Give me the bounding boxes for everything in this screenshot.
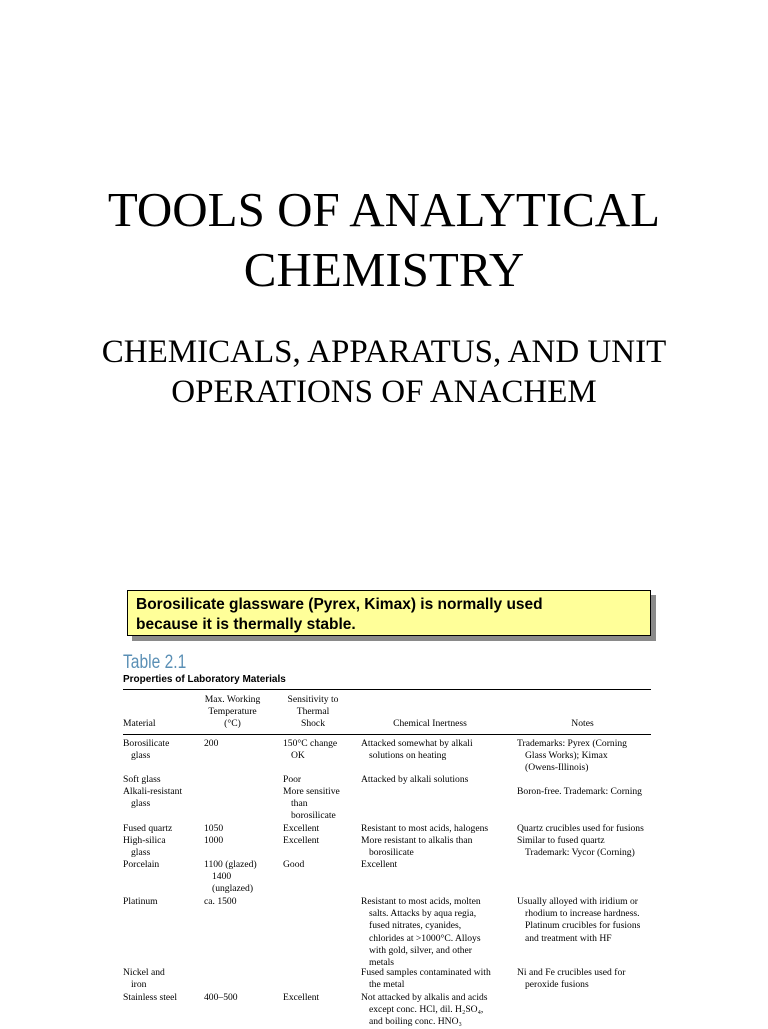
cell-chemical-inertness: [361, 823, 488, 835]
cell-line: borosilicate: [291, 810, 336, 822]
callout-line-2: because it is thermally stable.: [136, 616, 356, 633]
header-thermal-shock: [278, 694, 348, 731]
cell-line: 1100 (glazed): [204, 859, 257, 870]
header-material: Material: [123, 718, 156, 729]
cell-line: Stainless steel: [123, 992, 178, 1003]
subtitle-line-1: CHEMICALS, APPARATUS, AND UNIT: [101, 334, 667, 370]
cell-line: Usually alloyed with iridium or: [517, 896, 638, 907]
cell-line: Excellent: [361, 859, 398, 870]
cell-material: [123, 859, 159, 871]
cell-line: except conc. HCl, dil. H₂SO₄,: [369, 1004, 484, 1016]
cell-line: OK: [291, 750, 305, 762]
subtitle-line-2: OPERATIONS OF ANACHEM: [171, 374, 597, 410]
header-max-temp: [195, 694, 270, 731]
callout-box: [127, 590, 651, 636]
cell-line: glass: [131, 798, 151, 810]
header-max-temp-line-1: Max. Working: [204, 694, 261, 705]
cell-thermal-shock: [283, 823, 319, 835]
cell-line: (Owens-Illinois): [525, 762, 589, 774]
header-notes: Notes: [571, 718, 594, 729]
cell-chemical-inertness: [361, 896, 481, 969]
cell-chemical-inertness: [361, 835, 472, 859]
cell-line: 400–500: [204, 992, 238, 1003]
cell-notes: [517, 967, 625, 991]
cell-line: glass: [131, 847, 151, 859]
cell-line: (unglazed): [212, 883, 254, 895]
cell-thermal-shock: [283, 835, 319, 847]
cell-line: Trademarks: Pyrex (Corning: [517, 738, 627, 749]
cell-thermal-shock: [283, 738, 337, 762]
cell-line: chlorides at >1000°C. Alloys: [369, 932, 481, 944]
cell-max-temp: [204, 738, 218, 750]
cell-line: Quartz crucibles used for fusions: [517, 823, 644, 834]
cell-line: salts. Attacks by aqua regia,: [369, 908, 477, 920]
cell-notes: [517, 786, 642, 798]
cell-max-temp: [204, 896, 237, 908]
table-header-rule: [123, 734, 651, 735]
cell-max-temp: [204, 859, 257, 896]
cell-chemical-inertness: [361, 967, 491, 991]
cell-line: 200: [204, 738, 219, 749]
cell-material: [123, 967, 165, 991]
cell-line: with gold, silver, and other: [369, 944, 472, 956]
cell-line: fused nitrates, cyanides,: [369, 920, 462, 932]
header-shock-line-1: Sensitivity to: [287, 694, 339, 705]
cell-line: High-silica: [123, 835, 166, 846]
cell-thermal-shock: [283, 992, 319, 1004]
cell-line: and boiling conc. HNO₃: [369, 1016, 462, 1028]
table-label: Table 2.1: [123, 652, 187, 673]
cell-line: Nickel and: [123, 967, 165, 978]
cell-material: [123, 774, 161, 786]
cell-chemical-inertness: [361, 774, 468, 786]
cell-line: 1000: [204, 835, 224, 846]
cell-material: [123, 823, 172, 835]
cell-line: borosilicate: [369, 847, 414, 859]
cell-notes: [517, 738, 627, 775]
cell-line: More resistant to alkalis than: [361, 835, 473, 846]
cell-line: Platinum: [123, 896, 158, 907]
cell-line: Resistant to most acids, molten: [361, 896, 481, 907]
cell-line: ca. 1500: [204, 896, 237, 907]
cell-notes: [517, 896, 640, 945]
cell-max-temp: [204, 823, 223, 835]
cell-material: [123, 835, 166, 859]
cell-line: Fused samples contaminated with: [361, 967, 491, 978]
cell-max-temp: [204, 992, 238, 1004]
cell-material: [123, 896, 158, 908]
cell-line: Ni and Fe crucibles used for: [517, 967, 626, 978]
cell-line: Glass Works); Kimax: [525, 750, 608, 762]
cell-thermal-shock: [283, 786, 340, 823]
cell-material: [123, 738, 169, 762]
cell-line: Similar to fused quartz: [517, 835, 605, 846]
cell-line: Fused quartz: [123, 823, 173, 834]
cell-line: and treatment with HF: [525, 932, 612, 944]
header-chemical-inertness: Chemical Inertness: [393, 718, 467, 729]
page-subtitle: [0, 332, 768, 412]
title-line-2: CHEMISTRY: [243, 242, 525, 297]
cell-line: Porcelain: [123, 859, 160, 870]
cell-material: [123, 786, 182, 810]
header-max-temp-line-3: (°C): [224, 718, 241, 730]
header-shock-line-2: Thermal: [296, 706, 330, 718]
page-title: [0, 180, 768, 300]
cell-chemical-inertness: [361, 992, 488, 1029]
cell-line: 1050: [204, 823, 224, 834]
cell-line: Good: [283, 859, 305, 870]
cell-line: Attacked somewhat by alkali: [361, 738, 473, 749]
cell-material: [123, 992, 177, 1004]
cell-line: Attacked by alkali solutions: [361, 774, 469, 785]
cell-line: Platinum crucibles for fusions: [525, 920, 641, 932]
cell-line: Trademark: Vycor (Corning): [525, 847, 635, 859]
header-shock-line-3: Shock: [301, 718, 325, 730]
table-caption: Properties of Laboratory Materials: [123, 674, 286, 685]
cell-thermal-shock: [283, 859, 304, 871]
cell-line: 150°C change: [283, 738, 338, 749]
cell-line: rhodium to increase hardness.: [525, 908, 640, 920]
cell-line: peroxide fusions: [525, 979, 589, 991]
cell-line: than: [291, 798, 308, 810]
cell-line: Excellent: [283, 823, 320, 834]
cell-line: Excellent: [283, 992, 320, 1003]
cell-line: Poor: [283, 774, 302, 785]
cell-chemical-inertness: [361, 738, 473, 762]
cell-line: Boron-free. Trademark: Corning: [517, 786, 642, 797]
cell-thermal-shock: [283, 774, 301, 786]
cell-line: solutions on heating: [369, 750, 447, 762]
table-top-rule: [123, 689, 651, 690]
header-max-temp-line-2: Temperature: [208, 706, 257, 718]
cell-line: Excellent: [283, 835, 320, 846]
cell-max-temp: [204, 835, 223, 847]
cell-notes: [517, 823, 644, 835]
cell-line: Not attacked by alkalis and acids: [361, 992, 488, 1003]
cell-line: Borosilicate: [123, 738, 170, 749]
cell-line: More sensitive: [283, 786, 340, 797]
title-line-1: TOOLS OF ANALYTICAL: [107, 182, 661, 237]
cell-line: Resistant to most acids, halogens: [361, 823, 489, 834]
cell-line: Alkali-resistant: [123, 786, 183, 797]
cell-line: Soft glass: [123, 774, 161, 785]
cell-line: glass: [131, 750, 151, 762]
cell-line: metals: [369, 957, 395, 969]
cell-line: 1400: [212, 871, 232, 883]
cell-line: iron: [131, 979, 147, 991]
cell-line: the metal: [369, 979, 405, 991]
cell-chemical-inertness: [361, 859, 397, 871]
cell-notes: [517, 835, 635, 859]
callout-line-1: Borosilicate glassware (Pyrex, Kimax) is normally used: [136, 596, 543, 613]
